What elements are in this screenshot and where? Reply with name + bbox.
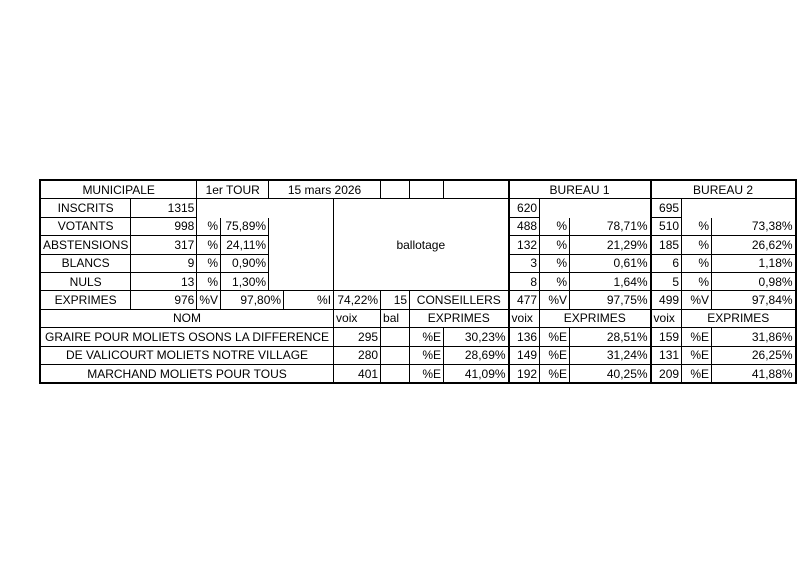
b1-pct: 28,51% (570, 328, 651, 346)
b2-pct-sign: %V (682, 291, 712, 309)
seats-label: CONSEILLERS (410, 291, 509, 309)
total-value: 998 (131, 217, 197, 235)
b2-pct: 26,25% (712, 346, 796, 364)
b1-value: 132 (509, 236, 540, 254)
pct-value: 0,90% (221, 254, 269, 272)
b2-value: 695 (651, 199, 682, 217)
pct-value: 1,30% (221, 272, 269, 290)
b1-value: 620 (509, 199, 540, 217)
list-bal (381, 328, 410, 346)
row-label: ABSTENSIONS (40, 236, 131, 254)
b2-pct-sign: %E (682, 364, 712, 383)
empty-cell (381, 180, 410, 199)
voix-header: voix (334, 309, 381, 327)
b2-pct: 31,86% (712, 328, 796, 346)
list-row (40, 346, 796, 364)
b1-pct-value: 21,29% (570, 236, 651, 254)
exprimes-row (40, 291, 796, 309)
b1-pct-sign: %V (540, 291, 570, 309)
b1-pct-value: 1,64% (570, 272, 651, 290)
b1-pct-value: 78,71% (570, 217, 651, 235)
list-name: MARCHAND MOLIETS POUR TOUS (40, 364, 334, 383)
list-name: GRAIRE POUR MOLIETS OSONS LA DIFFERENCE (40, 328, 334, 346)
list-pct: 41,09% (444, 364, 509, 383)
list-row (40, 328, 796, 346)
b2-voix: 131 (651, 346, 682, 364)
b2-pct-sign: %E (682, 346, 712, 364)
bureau1-title: BUREAU 1 (509, 180, 651, 199)
b2-exprimes-header: EXPRIMES (682, 309, 796, 327)
total-value: 13 (131, 272, 197, 290)
b2-pct-sign: % (682, 217, 712, 235)
total-value: 9 (131, 254, 197, 272)
b2-pct-value: 97,84% (712, 291, 796, 309)
b1-value: 488 (509, 217, 540, 235)
b1-pct-sign: % (540, 236, 570, 254)
pi-value: 74,22% (334, 291, 381, 309)
row-label: EXPRIMES (40, 291, 131, 309)
empty-cell (444, 180, 509, 199)
results-table (39, 179, 797, 384)
b1-pct-sign: %E (540, 328, 570, 346)
list-pct-sign: %E (410, 364, 444, 383)
row-label: NULS (40, 272, 131, 290)
b2-value: 510 (651, 217, 682, 235)
b1-value: 8 (509, 272, 540, 290)
b1-pct-value: 97,75% (570, 291, 651, 309)
b2-voix-header: voix (651, 309, 682, 327)
list-row (40, 364, 796, 383)
b1-value: 477 (509, 291, 540, 309)
b2-pct: 41,88% (712, 364, 796, 383)
pi-sign: %I (284, 291, 334, 309)
b1-voix-header: voix (509, 309, 540, 327)
nom-header: NOM (40, 309, 334, 327)
b2-pct-sign: %E (682, 328, 712, 346)
election-date: 15 mars 2026 (269, 180, 381, 199)
empty-cell (197, 199, 334, 217)
row-label: BLANCS (40, 254, 131, 272)
b2-pct-sign: % (682, 236, 712, 254)
pct-sign: % (197, 272, 221, 290)
b2-pct-sign: % (682, 272, 712, 290)
list-name: DE VALICOURT MOLIETS NOTRE VILLAGE (40, 346, 334, 364)
b1-voix: 149 (509, 346, 540, 364)
list-voix: 280 (334, 346, 381, 364)
b1-pct-sign: % (540, 217, 570, 235)
pct-sign: % (197, 217, 221, 235)
list-bal (381, 346, 410, 364)
list-voix: 295 (334, 328, 381, 346)
pct-sign: %V (197, 291, 221, 309)
b2-value: 185 (651, 236, 682, 254)
list-pct: 28,69% (444, 346, 509, 364)
ballotage-label: ballotage (334, 199, 509, 291)
b1-voix: 192 (509, 364, 540, 383)
b1-exprimes-header: EXPRIMES (540, 309, 651, 327)
b1-pct-sign: %E (540, 346, 570, 364)
seats-value: 15 (381, 291, 410, 309)
b1-value: 3 (509, 254, 540, 272)
list-pct-sign: %E (410, 346, 444, 364)
row-label: INSCRITS (40, 199, 131, 217)
b2-pct-value: 26,62% (712, 236, 796, 254)
exprimes-header: EXPRIMES (410, 309, 509, 327)
pct-value: 75,89% (221, 217, 269, 235)
header-row (40, 180, 796, 199)
list-bal (381, 364, 410, 383)
empty-cell (269, 217, 334, 235)
list-pct: 30,23% (444, 328, 509, 346)
round-label: 1er TOUR (197, 180, 269, 199)
empty-cell (682, 199, 796, 217)
total-value: 317 (131, 236, 197, 254)
inscrits-row (40, 199, 796, 217)
b1-pct-sign: %E (540, 364, 570, 383)
total-value: 976 (131, 291, 197, 309)
bal-header: bal (381, 309, 410, 327)
pct-sign: % (197, 254, 221, 272)
b2-voix: 209 (651, 364, 682, 383)
b1-pct: 40,25% (570, 364, 651, 383)
b1-voix: 136 (509, 328, 540, 346)
b2-pct-value: 0,98% (712, 272, 796, 290)
empty-cell (269, 272, 334, 290)
b2-value: 5 (651, 272, 682, 290)
b1-pct-sign: % (540, 254, 570, 272)
b2-value: 499 (651, 291, 682, 309)
b1-pct: 31,24% (570, 346, 651, 364)
b2-pct-value: 73,38% (712, 217, 796, 235)
list-voix: 401 (334, 364, 381, 383)
b2-voix: 159 (651, 328, 682, 346)
b1-pct-sign: % (540, 272, 570, 290)
bureau2-title: BUREAU 2 (651, 180, 796, 199)
election-type: MUNICIPALE (40, 180, 197, 199)
list-pct-sign: %E (410, 328, 444, 346)
empty-cell (410, 180, 444, 199)
b2-pct-value: 1,18% (712, 254, 796, 272)
empty-cell (540, 199, 651, 217)
list-header-row (40, 309, 796, 327)
row-label: VOTANTS (40, 217, 131, 235)
b2-value: 6 (651, 254, 682, 272)
b1-pct-value: 0,61% (570, 254, 651, 272)
empty-cell (269, 254, 334, 272)
pct-value: 97,80% (221, 291, 284, 309)
pct-sign: % (197, 236, 221, 254)
b2-pct-sign: % (682, 254, 712, 272)
empty-cell (269, 236, 334, 254)
total-value: 1315 (131, 199, 197, 217)
pct-value: 24,11% (221, 236, 269, 254)
